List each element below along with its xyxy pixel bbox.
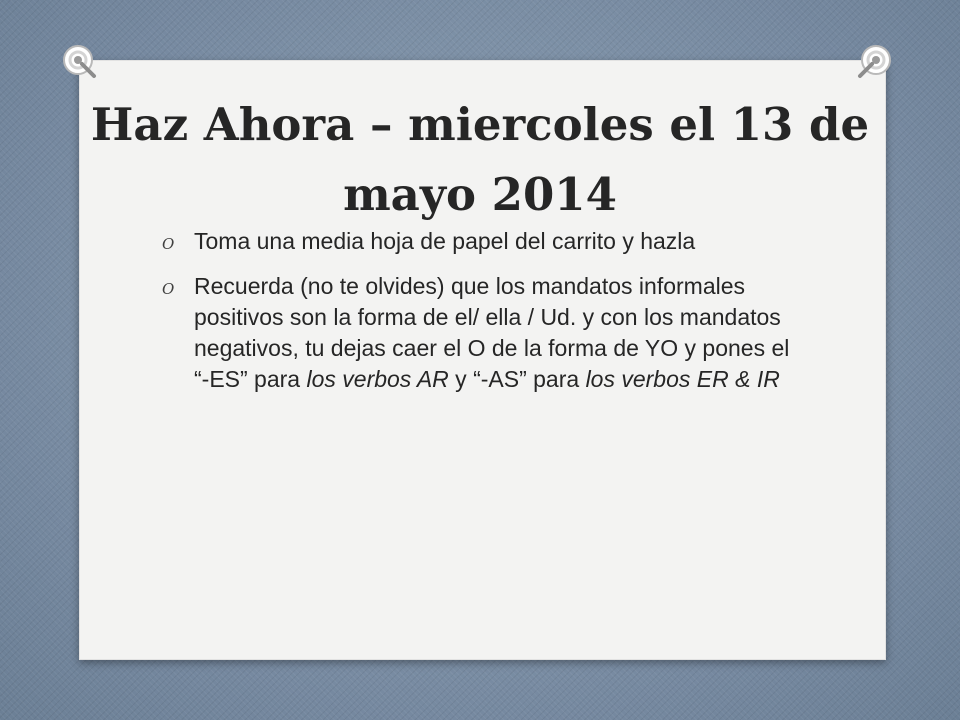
slide-title-line-1: Haz Ahora – miercoles el 13 de xyxy=(90,98,870,151)
bullet-text-1: Toma una media hoja de papel del carrito y hazla xyxy=(194,228,696,254)
pushpin-left-icon xyxy=(58,40,98,80)
bullet-marker-icon: O xyxy=(162,235,175,253)
bullet-marker-icon: O xyxy=(162,280,175,298)
bullet-list xyxy=(162,226,802,395)
bullet-text-2-italic-2: los verbos ER & IR xyxy=(585,366,780,392)
pushpin-right-icon xyxy=(856,40,896,80)
bullet-text-2-italic-1: los verbos AR xyxy=(306,366,449,392)
slide-title-line-2: mayo 2014 xyxy=(343,168,617,221)
bullet-text-2-segment-3: y “-AS” para xyxy=(448,366,586,392)
bullet-text-2 xyxy=(194,273,789,392)
slide-title xyxy=(0,90,960,230)
bullet-text-2-segment-1: Recuerda (no te olvides) que los mandatos informales positivos son la forma de el/ ella / Ud. y con los mandatos negativos, tu dejas caer el O de la forma de YO y pones el “-ES” para xyxy=(194,273,790,392)
bullet-item-2 xyxy=(162,271,802,395)
bullet-item-1 xyxy=(162,226,802,257)
